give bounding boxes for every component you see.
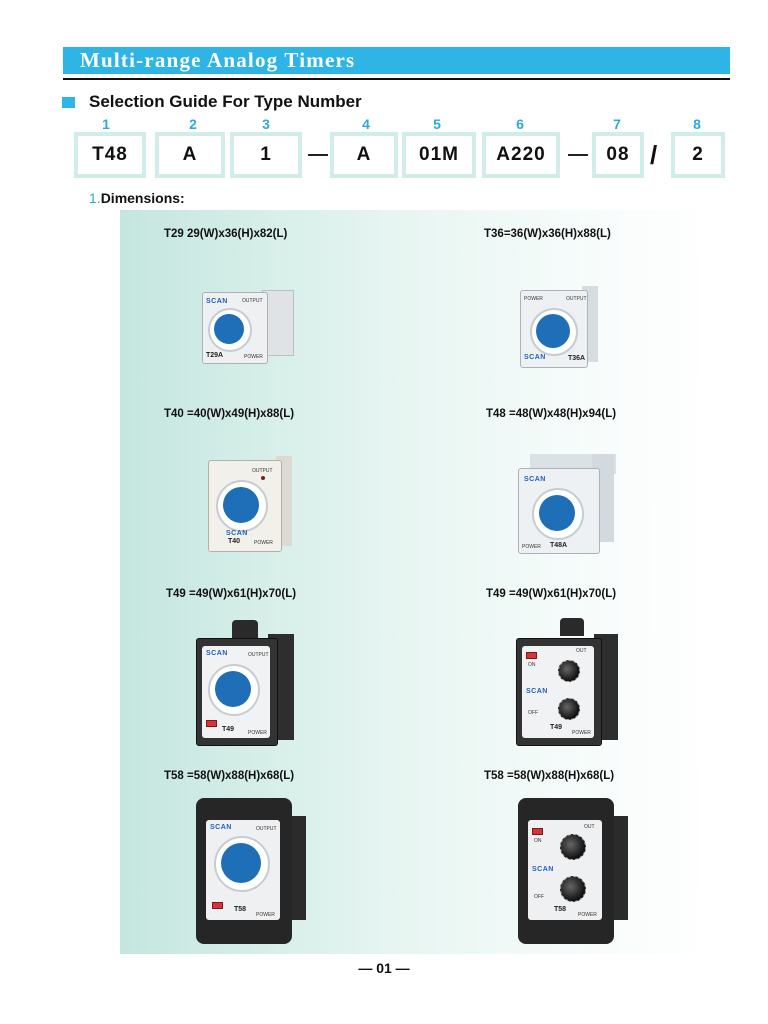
output-led-icon — [261, 476, 265, 480]
power-label: POWER — [578, 912, 597, 918]
dimension-label: T49 =49(W)x61(H)x70(L) — [486, 588, 617, 600]
output-label: OUT — [584, 824, 595, 830]
dimension-label: T48 =48(W)x48(H)x94(L) — [486, 408, 617, 420]
output-label: OUTPUT — [566, 296, 587, 302]
model-label: T58 — [234, 906, 247, 913]
on-indicator-icon — [532, 828, 543, 835]
timer-image-t58-twin — [516, 796, 632, 946]
dimensions-heading — [89, 190, 185, 206]
position-number: 1 — [102, 116, 110, 132]
power-label: POWER — [572, 730, 591, 736]
reset-button-icon — [212, 902, 223, 909]
on-label: ON — [534, 838, 542, 844]
code-box-pins: 08 — [592, 132, 644, 178]
code-box-range: 01M — [402, 132, 476, 178]
brand-label: SCAN — [206, 298, 228, 305]
output-label: OUTPUT — [256, 826, 277, 832]
timer-image-t49 — [192, 616, 298, 748]
on-knob-icon — [560, 834, 586, 860]
on-label: ON — [528, 662, 536, 668]
off-label: OFF — [528, 710, 538, 716]
position-number: 8 — [693, 116, 701, 132]
dial-icon — [215, 671, 251, 707]
power-label: POWER — [244, 354, 263, 360]
brand-label: SCAN — [210, 824, 232, 831]
output-label: OUTPUT — [252, 468, 273, 474]
code-box-mode: A — [330, 132, 398, 178]
timer-image-t40 — [206, 454, 296, 554]
timer-image-t29 — [198, 286, 298, 366]
dial-icon — [223, 487, 259, 523]
dimensions-number: 1. — [89, 190, 101, 206]
power-label: POWER — [248, 730, 267, 736]
timer-image-t48 — [516, 454, 620, 556]
model-label: T58 — [554, 906, 567, 913]
code-box-contact: 1 — [230, 132, 302, 178]
section-title: Selection Guide For Type Number — [89, 92, 362, 111]
output-label: OUT — [576, 648, 587, 654]
model-label: T29A — [206, 352, 224, 359]
code-dash — [308, 154, 328, 156]
output-label: OUTPUT — [248, 652, 269, 658]
timer-image-t49-twin — [512, 616, 622, 748]
timer-image-t58 — [194, 796, 310, 946]
power-label: POWER — [256, 912, 275, 918]
position-number: 5 — [433, 116, 441, 132]
code-slash: / — [650, 140, 658, 170]
off-label: OFF — [534, 894, 544, 900]
power-label: POWER — [522, 544, 541, 550]
dimension-label: T36=36(W)x36(H)x88(L) — [484, 228, 611, 240]
section-bullet-icon — [62, 97, 75, 108]
model-label: T40 — [228, 538, 241, 545]
position-number: 2 — [189, 116, 197, 132]
position-number: 3 — [262, 116, 270, 132]
brand-label: SCAN — [526, 688, 548, 695]
off-knob-icon — [558, 698, 580, 720]
model-label: T49 — [222, 726, 235, 733]
page-number: — 01 — — [358, 960, 410, 976]
position-number: 4 — [362, 116, 370, 132]
power-label: POWER — [254, 540, 273, 546]
code-dash — [568, 154, 588, 156]
power-label: POWER — [524, 296, 543, 302]
on-knob-icon — [558, 660, 580, 682]
position-number: 6 — [516, 116, 524, 132]
dimension-label: T58 =58(W)x88(H)x68(L) — [164, 770, 295, 782]
model-label: T36A — [568, 355, 586, 362]
page-title: Multi-range Analog Timers — [63, 47, 730, 74]
dimension-label: T40 =40(W)x49(H)x88(L) — [164, 408, 295, 420]
header-rule — [63, 78, 730, 80]
model-label: T48A — [550, 542, 568, 549]
dimensions-label: Dimensions: — [100, 190, 185, 206]
dimensions-panel — [120, 210, 714, 954]
brand-label: SCAN — [226, 530, 248, 537]
position-number: 7 — [613, 116, 621, 132]
brand-label: SCAN — [524, 354, 546, 361]
timer-image-t36 — [518, 284, 604, 370]
dial-icon — [539, 495, 575, 531]
dimension-label: T29 29(W)x36(H)x82(L) — [164, 228, 288, 240]
code-box-series: T48 — [74, 132, 146, 178]
brand-label: SCAN — [524, 476, 546, 483]
dimension-label: T49 =49(W)x61(H)x70(L) — [166, 588, 297, 600]
reset-button-icon — [206, 720, 217, 727]
dimension-label: T58 =58(W)x88(H)x68(L) — [484, 770, 615, 782]
dial-icon — [221, 843, 261, 883]
off-knob-icon — [560, 876, 586, 902]
code-box-type: A — [155, 132, 225, 178]
output-label: OUTPUT — [242, 298, 263, 304]
dial-icon — [536, 314, 570, 348]
code-box-option: 2 — [671, 132, 725, 178]
model-label: T49 — [550, 724, 563, 731]
brand-label: SCAN — [532, 866, 554, 873]
brand-label: SCAN — [206, 650, 228, 657]
dial-icon — [214, 314, 244, 344]
on-indicator-icon — [526, 652, 537, 659]
code-box-voltage: A220 — [482, 132, 560, 178]
